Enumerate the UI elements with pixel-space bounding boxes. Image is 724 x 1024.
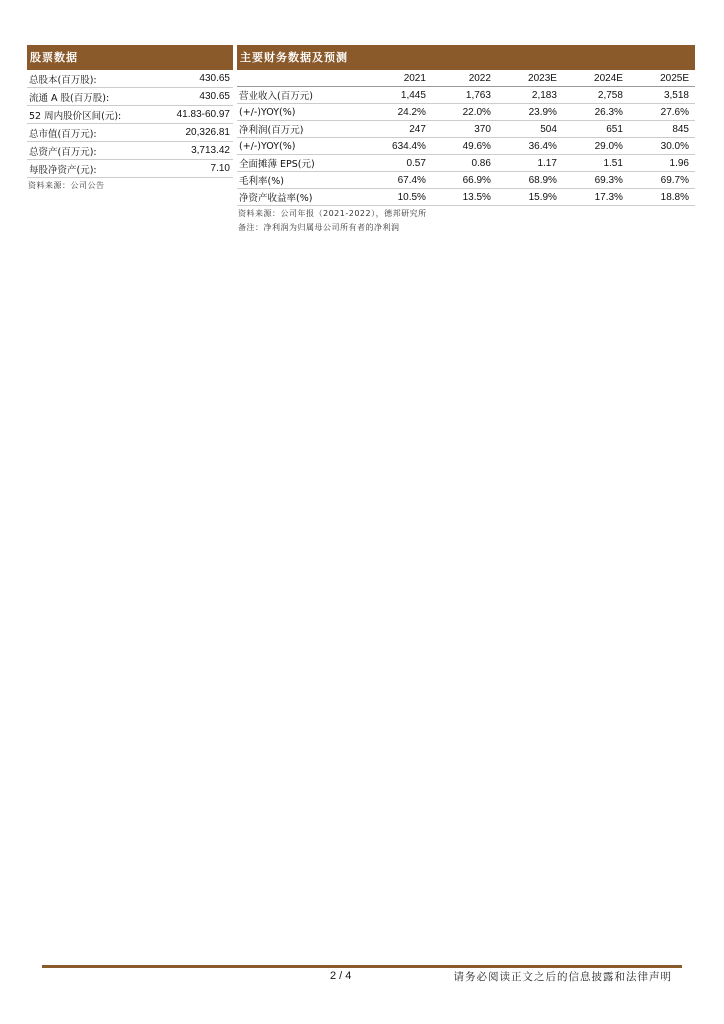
table-cell: 1,445 [357,87,432,104]
financials-header-row [237,70,695,87]
table-row [237,189,695,206]
stock-data-row [27,88,233,106]
stock-data-row [27,160,233,178]
footer-divider [42,965,682,968]
stock-data-list [27,70,233,178]
row-label: (+/-)YOY(%) [237,138,357,155]
financials-panel [237,45,695,234]
stock-data-label: 总股本(百万股): [29,74,97,86]
table-row [237,172,695,189]
stock-data-value: 41.83-60.97 [176,109,230,120]
stock-data-row [27,142,233,160]
row-label: 全面摊薄 EPS(元) [237,155,357,172]
table-cell: 1.17 [497,155,563,172]
table-cell: 22.0% [432,104,497,121]
year-header: 2022 [432,70,497,87]
stock-data-value: 430.65 [199,73,230,84]
year-header: 2024E [563,70,629,87]
stock-data-panel [27,45,233,191]
row-label: 净利润(百万元) [237,121,357,138]
table-cell: 36.4% [497,138,563,155]
table-cell: 504 [497,121,563,138]
table-cell: 26.3% [563,104,629,121]
table-cell: 247 [357,121,432,138]
table-cell: 66.9% [432,172,497,189]
header-blank-cell [237,70,357,87]
stock-data-row [27,106,233,124]
table-cell: 651 [563,121,629,138]
table-row [237,87,695,104]
table-row [237,138,695,155]
table-cell: 49.6% [432,138,497,155]
table-cell: 845 [629,121,695,138]
table-cell: 69.7% [629,172,695,189]
year-header: 2023E [497,70,563,87]
table-cell: 17.3% [563,189,629,206]
financials-note: 备注：净利润为归属母公司所有者的净利润 [238,223,400,232]
table-cell: 67.4% [357,172,432,189]
footer-disclaimer: 请务必阅读正文之后的信息披露和法律声明 [453,971,672,983]
table-row [237,121,695,138]
table-cell: 69.3% [563,172,629,189]
stock-data-title: 股票数据 [27,45,233,70]
row-label: (+/-)YOY(%) [237,104,357,121]
financials-table [237,70,695,206]
table-cell: 3,518 [629,87,695,104]
row-label: 毛利率(%) [237,172,357,189]
table-cell: 68.9% [497,172,563,189]
financials-title: 主要财务数据及预测 [237,45,695,70]
year-header: 2025E [629,70,695,87]
table-cell: 1,763 [432,87,497,104]
table-row [237,155,695,172]
stock-data-label: 每股净资产(元): [29,164,97,176]
financials-source: 资料来源：公司年报（2021-2022），德邦研究所 [238,209,427,218]
table-cell: 1.51 [563,155,629,172]
table-cell: 1.96 [629,155,695,172]
stock-data-label: 52 周内股价区间(元): [29,110,122,122]
table-cell: 0.57 [357,155,432,172]
table-cell: 2,758 [563,87,629,104]
table-cell: 29.0% [563,138,629,155]
financials-body [237,87,695,206]
stock-data-label: 流通 A 股(百万股): [29,92,110,104]
stock-data-value: 20,326.81 [185,127,230,138]
table-cell: 24.2% [357,104,432,121]
stock-data-label: 总资产(百万元): [29,146,97,158]
row-label: 净资产收益率(%) [237,189,357,206]
table-cell: 370 [432,121,497,138]
stock-data-value: 3,713.42 [191,145,230,156]
table-row [237,104,695,121]
table-cell: 10.5% [357,189,432,206]
stock-data-value: 430.65 [199,91,230,102]
year-header: 2021 [357,70,432,87]
table-cell: 15.9% [497,189,563,206]
table-cell: 30.0% [629,138,695,155]
stock-data-row [27,124,233,142]
table-cell: 23.9% [497,104,563,121]
page-number: 2 / 4 [330,970,352,982]
table-cell: 2,183 [497,87,563,104]
table-cell: 13.5% [432,189,497,206]
stock-data-value: 7.10 [210,163,230,174]
table-cell: 18.8% [629,189,695,206]
table-cell: 0.86 [432,155,497,172]
stock-data-row [27,70,233,88]
stock-data-source: 资料来源：公司公告 [28,181,105,190]
row-label: 营业收入(百万元) [237,87,357,104]
table-cell: 634.4% [357,138,432,155]
table-cell: 27.6% [629,104,695,121]
stock-data-label: 总市值(百万元): [29,128,97,140]
